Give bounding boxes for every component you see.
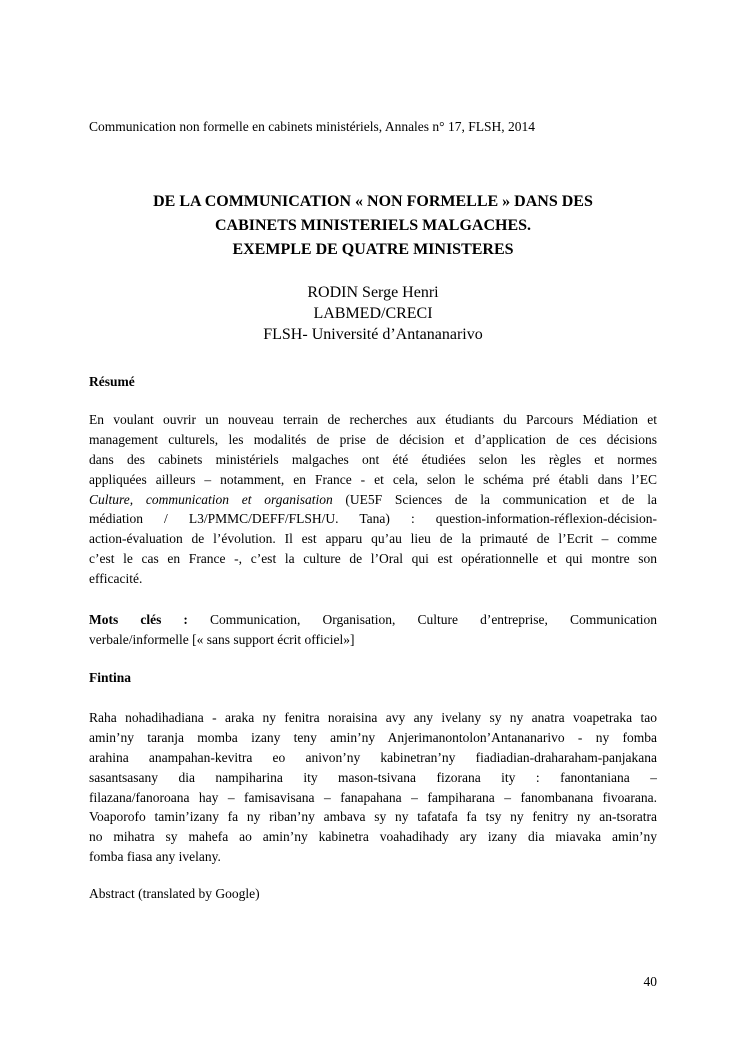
title-line: EXEMPLE DE QUATRE MINISTERES [232,241,514,258]
resume-heading: Résumé [89,374,135,389]
resume-paragraph [89,410,657,589]
paragraph-line: c’est le cas en France -, c’est la culture de l’Oral qui est opérationnelle et qui montre son [89,551,657,567]
paragraph-line: action-évaluation de l’évolution. Il est apparu qu’au lieu de la primauté de l’Ecrit – comme [89,531,657,547]
abstract-label: Abstract (translated by Google) [89,886,260,901]
keywords-text: Communication, Organisation, Culture d’entreprise, Communication [210,612,657,627]
paragraph-line-text: (UE5F Sciences de la communication et de la [345,491,657,507]
running-header: Communication non formelle en cabinets ministériels, Annales n° 17, FLSH, 2014 [89,119,535,134]
paragraph-line: dans des cabinets ministériels malgaches ont été étudiées selon les règles et normes [89,451,657,467]
fintina-heading: Fintina [89,670,132,685]
author-block [89,282,657,345]
paragraph-line: Voaporofo tamin’izany fa ny riban’ny ambava sy ny tafatafa fa tsy ny fenitry ny an-tsoratra [89,809,657,825]
paper-title [89,190,657,262]
title-line: CABINETS MINISTERIELS MALGACHES. [214,217,532,234]
paragraph-line: filazana/fanoroana hay – famisavisana – fanapahana – fampiharana – fanombanana fivoarana. [89,789,657,805]
paragraph-line: fomba fiasa any ivelany. [89,849,221,865]
paragraph-line: efficacité. [89,571,143,587]
keywords-paragraph [89,610,657,650]
author-lab: LABMED/CRECI [313,305,433,322]
paragraph-line: sasantsasany dia nampiharina ity mason-tsivana fizorana ity : fanontaniana – [89,769,657,785]
paragraph-line: verbale/informelle [« sans support écrit officiel»] [89,631,355,647]
paragraph-line: Raha nohadihadiana - araka ny fenitra noraisina avy any ivelany sy ny anatra voapetraka tao [89,710,657,725]
course-name: Culture, communication et organisation [89,491,333,507]
page-number: 40 [643,974,657,989]
paragraph-line: arahina anampahan-kevitra eo anivon’ny kabinetran’ny fiadiadian-draharaham-panjakana [89,749,657,765]
author-affiliation: FLSH- Université d’Antananarivo [263,326,483,343]
paragraph-line [89,610,657,630]
keywords-label: Mots clés : [89,612,188,627]
paragraph-line: En voulant ouvrir un nouveau terrain de recherches aux étudiants du Parcours Médiation et [89,412,657,427]
paragraph-line: appliquées ailleurs – notamment, en France - et cela, selon le schéma pré établi dans l’EC [89,471,657,487]
author-name: RODIN Serge Henri [307,284,439,301]
paragraph-line [89,490,657,510]
paragraph-line: management culturels, les modalités de prise de décision et d’application de ces décisions [89,431,657,447]
fintina-paragraph [89,708,657,867]
title-line: DE LA COMMUNICATION « NON FORMELLE » DANS DES [153,193,593,210]
paragraph-line: amin’ny taranja momba izany teny amin’ny Anjerimanontolon’Antananarivo - ny fomba [89,729,657,745]
paragraph-line: médiation / L3/PMMC/DEFF/FLSH/U. Tana) : question-information-réflexion-décision- [89,511,657,527]
paragraph-line: no mihatra sy mahefa ao amin’ny kabinetra voahadihady ary izany dia miavaka amin’ny [89,829,657,845]
